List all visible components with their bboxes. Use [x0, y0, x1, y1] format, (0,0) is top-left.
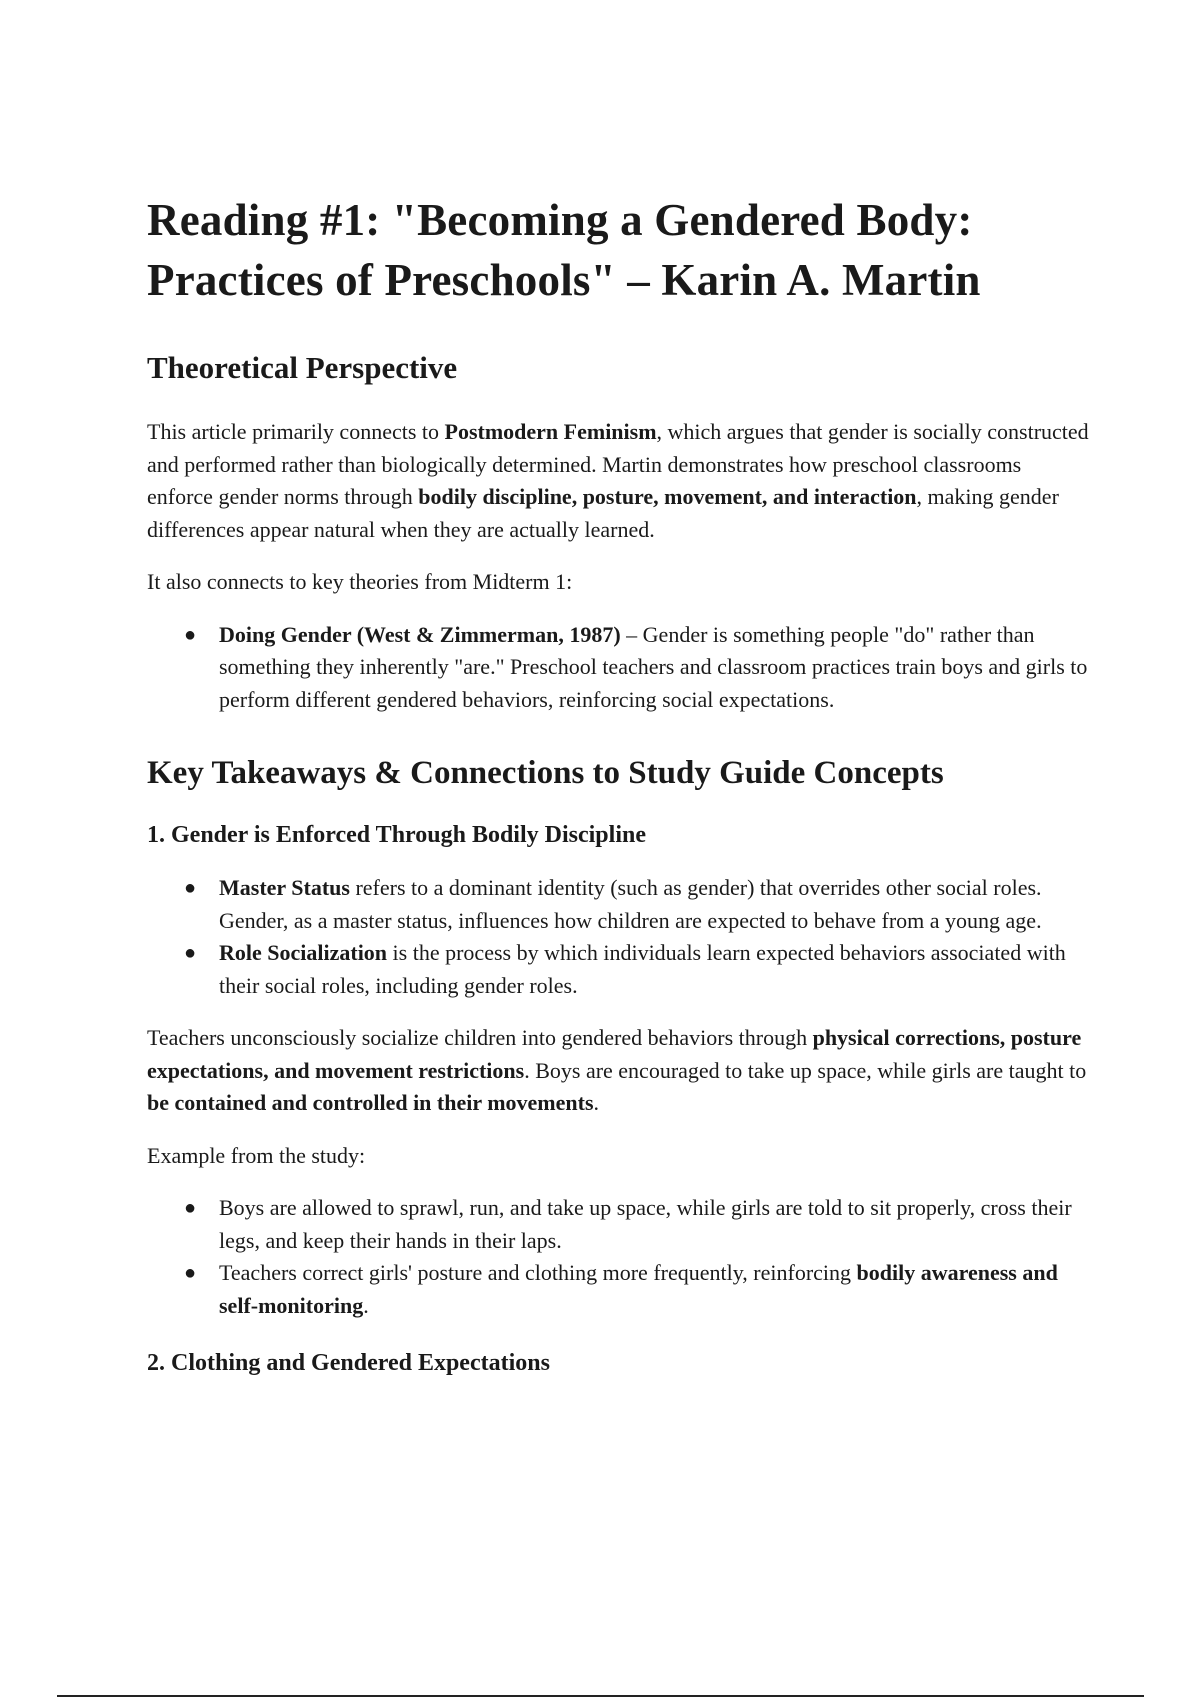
list-item — [184, 619, 1092, 717]
bold-run: Master Status — [219, 875, 350, 900]
text-run: Teachers correct girls' posture and clothing more frequently, reinforcing — [219, 1260, 857, 1285]
text-run: refers to a dominant identity (such as gender) that overrides other social roles. Gender, as a master status, influences how children are expected to behave from a young age. — [219, 875, 1042, 933]
bullet-icon: ● — [184, 1262, 197, 1284]
bold-run: bodily awareness and self-monitoring — [219, 1260, 1058, 1318]
text-run: – Gender is something people "do" rather than something they inherently "are." Preschool teachers and classroom practices train boys and girls to perform different gendered behaviors, reinforcing social expectations. — [219, 621, 1088, 712]
list-item — [184, 1192, 1092, 1257]
bold-run: Postmodern Feminism — [444, 419, 657, 444]
bullet-icon: ● — [184, 877, 197, 899]
bullet-icon: ● — [184, 623, 197, 646]
list-item — [184, 1257, 1092, 1322]
text-run: Boys are allowed to sprawl, run, and take up space, while girls are told to sit properly, cross their legs, and keep their hands in their laps. — [219, 1195, 1072, 1253]
text-run: This article primarily connects to — [147, 419, 445, 444]
text-run: Teachers unconsciously socialize children into gendered behaviors through — [147, 1025, 813, 1050]
section-heading-theoretical-perspective: Theoretical Perspective — [147, 350, 458, 385]
subsection-heading-clothing: 2. Clothing and Gendered Expectations — [147, 1350, 550, 1376]
examples-bullet-list — [147, 1192, 1092, 1322]
theory-paragraph — [147, 416, 1092, 546]
bold-run: Doing Gender (West & Zimmerman, 1987) — [219, 621, 621, 647]
section-heading-key-takeaways: Key Takeaways & Connections to Study Guide Concepts — [147, 755, 944, 791]
document-page — [147, 190, 1092, 1400]
teachers-paragraph — [147, 1022, 1092, 1120]
text-run: is the process by which individuals learn expected behaviors associated with their social roles, including gender roles. — [219, 940, 1066, 998]
list-item — [184, 937, 1092, 1002]
bullet-icon: ● — [184, 942, 197, 964]
theory-connects-paragraph: It also connects to key theories from Midterm 1: — [147, 569, 573, 594]
list-item — [184, 872, 1092, 937]
text-run: , making gender differences appear natural when they are actually learned. — [147, 484, 1059, 542]
bold-run: bodily discipline, posture, movement, and interaction — [418, 484, 917, 509]
text-run: . — [363, 1292, 369, 1318]
bullet-icon: ● — [184, 1197, 197, 1219]
text-run: . Boys are encouraged to take up space, while girls are taught to — [524, 1057, 1087, 1083]
bold-run: be contained and controlled in their movements — [147, 1090, 594, 1115]
bold-run: Role Socialization — [219, 940, 388, 965]
subsection-heading-bodily-discipline: 1. Gender is Enforced Through Bodily Discipline — [147, 822, 646, 848]
theory-bullet-list — [147, 619, 1092, 717]
concepts-bullet-list — [147, 872, 1092, 1002]
text-run: . — [593, 1090, 600, 1115]
document-title: Reading #1: "Becoming a Gendered Body: Practices of Preschools" – Karin A. Martin — [147, 195, 981, 305]
example-intro-paragraph: Example from the study: — [147, 1142, 366, 1168]
text-run: , which argues that gender is socially constructed and performed rather than biologically determined. Martin demonstrates how preschool classrooms enforce gender norms through — [147, 419, 1089, 509]
page-footer-rule — [57, 1695, 1144, 1697]
bold-run: physical corrections, posture expectations, and movement restrictions — [147, 1025, 1082, 1083]
